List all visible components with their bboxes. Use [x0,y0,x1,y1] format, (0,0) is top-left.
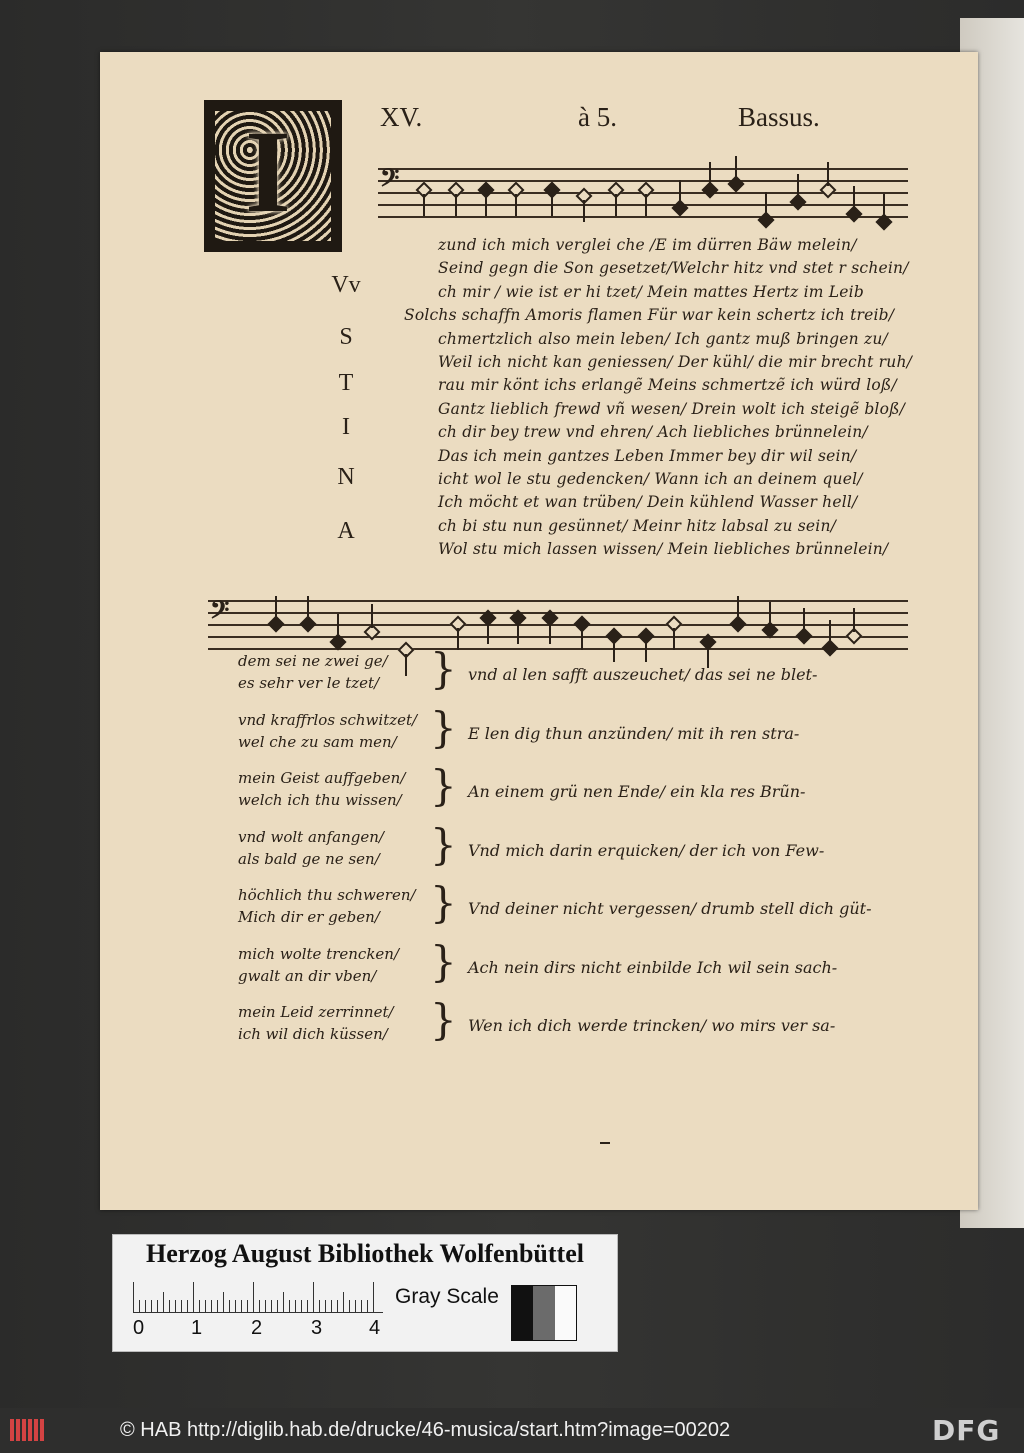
gray-swatch [533,1286,554,1340]
brace-icon: } [430,761,457,810]
stanza-left-line: dem sei ne zwei ge/ [238,652,388,670]
note-stem [583,200,585,222]
ruler-tick [277,1300,278,1312]
note-stem [853,608,855,632]
ruler-tick [139,1300,140,1312]
stanza-left-line: es sehr ver le tzet/ [238,674,380,692]
note-stem [549,622,551,644]
note-stem [827,162,829,186]
stanza-left-line: höchlich thu schweren/ [238,886,416,904]
black-swatch [512,1286,533,1340]
music-staff-top [378,162,908,234]
stanza-left-line: mein Geist auffgeben/ [238,769,406,787]
piece-number: XV. [380,102,423,132]
note-stem [487,622,489,644]
verse-line: Wol stu mich lassen wissen/ Mein liebliches brünnelein/ [438,540,889,559]
ruler-tick [229,1300,230,1312]
initial-letter-I: I [245,106,291,237]
hab-logo-icon [10,1419,44,1441]
ruler-tick [169,1300,170,1312]
verse-line: icht wol le stu gedencken/ Wann ich an deinem quel/ [438,470,863,488]
ruler-tick [289,1300,290,1312]
note-stem [423,194,425,216]
ruler-tick [217,1300,218,1312]
stanza-left-line: wel che zu sam men/ [238,732,397,751]
stanza-right-line: vnd al len safft auszeuchet/ das sei ne blet- [468,665,818,684]
ruler-tick [295,1300,296,1312]
stanza-left-line: ich wil dich küssen/ [238,1025,388,1043]
stanza-left-line: Mich dir er geben/ [238,908,380,926]
note-stem [679,180,681,204]
ruler-tick [235,1300,236,1312]
stanza-left-line: mein Leid zerrinnet/ [238,1003,394,1021]
gray-scale-label: Gray Scale [395,1285,499,1308]
note-stem [307,596,309,620]
ruler-tick [331,1300,332,1312]
page-end-mark [600,1142,610,1144]
verse-line: ch bi stu nun gesünnet/ Meinr hitz labsal zu sein/ [438,516,837,535]
acrostic-letter: Vv [331,272,361,298]
ruler-number: 0 [133,1317,145,1339]
note-stem [337,614,339,638]
acrostic-letter: T [338,370,354,396]
note-stem [853,186,855,210]
ruler-tick [181,1300,182,1312]
note-stem [883,194,885,218]
ruler-tick [211,1300,212,1312]
note-stem [371,604,373,628]
ruler-tick [133,1282,134,1312]
ruler-tick [361,1300,362,1312]
brace-icon: } [430,995,457,1044]
bass-clef-icon: 𝄢 [380,164,400,199]
note-stem [457,628,459,650]
verse-line: Das ich mein gantzes Leben Immer bey dir wil sein/ [438,446,857,465]
ruler-tick [253,1282,254,1312]
ruler-tick [259,1300,260,1312]
note-stem [455,194,457,216]
stanza-right-line: E len dig thun anzünden/ mit ih ren stra- [468,723,800,743]
note-stem [551,194,553,216]
ruler-tick [367,1300,368,1312]
verse-line: zund ich mich verglei che /E im dürren Bäw melein/ [438,236,857,254]
ruler-tick [343,1292,344,1312]
note-stem [737,596,739,620]
verse-line: Seind gegn die Son gesetzet/Welchr hitz vnd stet r schein/ [438,259,909,278]
note-stem [405,654,407,676]
viewer-footer [0,1408,1024,1453]
note-stem [517,622,519,644]
note-stem [613,640,615,662]
stanza-right-line: Vnd deiner nicht vergessen/ drumb stell dich güt- [468,899,872,918]
stanza-right-line: Wen ich dich werde trincken/ wo mirs ver sa- [468,1016,836,1035]
note-stem [735,156,737,180]
bass-clef-icon: 𝄢 [210,596,230,631]
stanza-left-line: vnd kraffrlos schwitzet/ [238,710,418,729]
ruler-tick [301,1300,302,1312]
ruler-tick [307,1300,308,1312]
note-stem [829,620,831,644]
note-stem [581,628,583,650]
brace-icon: } [430,644,457,693]
ruler-number: 4 [369,1317,381,1339]
ruler-number: 2 [251,1317,263,1339]
brace-icon: } [430,936,457,986]
ruler-tick [313,1282,314,1312]
note-stem [709,162,711,186]
decorated-initial [204,100,342,252]
brace-icon: } [430,702,457,752]
note-stem [485,194,487,216]
library-name: Herzog August Bibliothek Wolfenbüttel [146,1239,584,1268]
ruler-tick [349,1300,350,1312]
ruler-tick [271,1300,272,1312]
brace-icon: } [430,819,457,869]
verse-line: chmertzlich also mein leben/ Ich gantz muß bringen zu/ [438,329,888,348]
ruler-tick [241,1300,242,1312]
gray-scale-swatches [511,1285,577,1341]
note-stem [769,602,771,626]
ruler-tick [319,1300,320,1312]
acrostic-letter: A [337,518,355,544]
acrostic-letter: S [339,324,353,350]
ruler-tick [283,1292,284,1312]
ruler-tick [199,1300,200,1312]
ruler-tick [175,1300,176,1312]
stanza-left-line: als bald ge ne sen/ [238,849,380,868]
note-stem [645,640,647,662]
voice-count: à 5. [578,102,617,132]
color-scale-card [112,1234,618,1352]
dfg-logo[interactable]: DFG [932,1414,1001,1447]
part-name: Bassus. [738,102,820,132]
ruler-tick [187,1300,188,1312]
stanza-left-line: gwalt an dir vben/ [238,966,377,985]
ruler-tick [247,1300,248,1312]
ruler-tick [193,1282,194,1312]
verse-line: ch mir / wie ist er hi tzet/ Mein mattes Hertz im Leib [438,282,864,301]
ruler-number: 3 [311,1317,323,1339]
ruler-tick [145,1300,146,1312]
verse-line: Solchs schaffn Amoris flamen Für war kein schertz ich treib/ [404,306,895,325]
ruler-tick [151,1300,152,1312]
ruler-tick [325,1300,326,1312]
note-stem [515,194,517,216]
ruler-tick [205,1300,206,1312]
verse-line: Ich möcht et wan trüben/ Dein kühlend Wasser hell/ [438,493,858,512]
note-stem [765,192,767,216]
note-stem [275,596,277,620]
stanza-left-line: welch ich thu wissen/ [238,791,402,809]
ruler-tick [223,1292,224,1312]
note-stem [615,194,617,216]
verse-line: ch dir bey trew vnd ehren/ Ach liebliches brünnelein/ [438,423,868,442]
note-stem [803,608,805,632]
ruler-tick [157,1300,158,1312]
footer-credit-link[interactable]: © HAB http://diglib.hab.de/drucke/46-musica/start.htm?image=00202 [120,1419,731,1441]
ruler-tick [337,1300,338,1312]
acrostic-letter: I [342,414,350,440]
verse-line: Gantz lieblich frewd vñ wesen/ Drein wolt ich steigẽ bloß/ [438,399,906,418]
acrostic-letter: N [337,464,355,490]
note-stem [797,174,799,198]
white-swatch [555,1286,576,1340]
ruler-tick [163,1292,164,1312]
brace-icon: } [430,878,457,927]
stanza-left-line: mich wolte trencken/ [238,944,400,963]
stanza-right-line: An einem grü nen Ende/ ein kla res Brũn- [468,782,806,801]
ruler-tick [355,1300,356,1312]
stanza-right-line: Ach nein dirs nicht einbilde Ich wil sein sach- [468,957,838,977]
ruler-tick [373,1282,374,1312]
ruler-number: 1 [191,1317,203,1339]
measurement-ruler [133,1279,383,1313]
note-stem [673,628,675,650]
stanza-right-line: Vnd mich darin erquicken/ der ich von Few- [468,840,825,860]
ruler-tick [265,1300,266,1312]
stanza-left-line: vnd wolt anfangen/ [238,827,384,846]
music-page [100,52,978,1210]
verse-line: rau mir könt ichs erlangẽ Meins schmertzẽ ich würd loß/ [438,376,897,395]
verse-line: Weil ich nicht kan geniessen/ Der kühl/ die mir brecht ruh/ [438,353,913,371]
note-stem [645,194,647,216]
